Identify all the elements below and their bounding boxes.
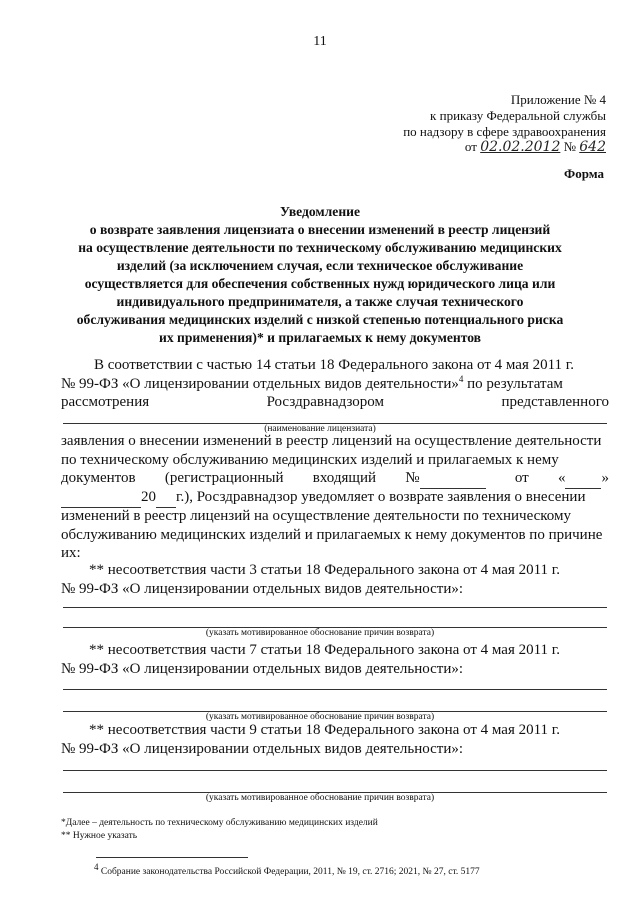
- word-documents: документов: [61, 470, 136, 486]
- close-quote: »: [601, 470, 609, 486]
- date-prefix: от: [464, 139, 477, 154]
- reason-2-line-1: ** несоответствия части 7 статьи 18 Федерального закона от 4 мая 2011 г.: [89, 642, 560, 658]
- title-line-7: обслуживания медицинских изделий с низкой степенью потенциального риска: [76, 312, 564, 327]
- notifies-text: г.), Росздравнадзор уведомляет о возврате заявления о внесении: [176, 489, 586, 505]
- title-line-5: осуществляется для обеспечения собственных нужд юридического лица или: [84, 276, 556, 291]
- body-p2-line-4: [61, 488, 609, 508]
- body-p1-line-1: В соответствии с частью 14 статьи 18 Федерального закона от 4 мая 2011 г.: [94, 357, 574, 373]
- appendix-line-3: по надзору в сфере здравоохранения: [403, 124, 606, 139]
- handwritten-date: 02.02.2012: [480, 139, 561, 155]
- reason-3-line-1: ** несоответствия части 9 статьи 18 Федерального закона от 4 мая 2011 г.: [89, 722, 560, 738]
- footnote: [94, 861, 480, 878]
- word-incoming: входящий: [312, 470, 376, 486]
- law-reference: № 99-ФЗ «О лицензировании отдельных видов деятельности»: [61, 376, 459, 392]
- reason-3-line-2: № 99-ФЗ «О лицензировании отдельных видов деятельности»:: [61, 741, 464, 757]
- footnote-ref: 4: [458, 374, 464, 384]
- body-p2-line-5: изменений в реестр лицензий на осуществление деятельности по техническому: [61, 508, 572, 524]
- word-review: рассмотрения: [61, 394, 150, 410]
- footnote-mark: 4: [94, 861, 99, 872]
- by-results-text: по результатам: [467, 376, 563, 392]
- body-p2-line-6: обслуживанию медицинских изделий и прилагаемых к нему документов по причине: [61, 527, 603, 543]
- number-prefix: №: [563, 139, 577, 154]
- reason-1-line-1: ** несоответствия части 3 статьи 18 Федерального закона от 4 мая 2011 г.: [89, 562, 560, 578]
- body-p1-line-2: [61, 375, 609, 394]
- licensee-caption: (наименование лицензиата): [264, 424, 376, 434]
- word-submitted: представленного: [501, 394, 609, 410]
- body-p2-line-1: заявления о внесении изменений в реестр лицензий на осуществление деятельности: [61, 433, 602, 449]
- body-p2-line-7: их:: [61, 545, 81, 561]
- appendix-line-2: к приказу Федеральной службы: [430, 108, 606, 123]
- reason-2-caption: (указать мотивированное обоснование причин возврата): [205, 712, 435, 722]
- footnote-text: Собрание законодательства Российской Федерации, 2011, № 19, ст. 2716; 2021, № 27, ст. 5177: [100, 867, 480, 877]
- reason-3-blank-line-1: [63, 770, 607, 771]
- word-from: от: [514, 470, 529, 486]
- open-quote: «: [557, 470, 566, 486]
- title-line-8: их применения)* и прилагаемых к нему документов: [158, 330, 481, 345]
- word-registration: (регистрационный: [164, 470, 284, 486]
- reason-1-caption: (указать мотивированное обоснование причин возврата): [205, 628, 435, 638]
- form-label: Форма: [564, 166, 604, 181]
- year-prefix: 20: [141, 489, 156, 505]
- page-number: 11: [313, 34, 327, 49]
- month-blank: [61, 488, 141, 508]
- reason-3-caption: (указать мотивированное обоснование причин возврата): [205, 793, 435, 803]
- appendix-date-line: [465, 139, 606, 156]
- reason-1-line-2: № 99-ФЗ «О лицензировании отдельных видов деятельности»:: [61, 581, 464, 597]
- note-asterisk: *Далее – деятельность по техническому обслуживанию медицинских изделий: [61, 818, 378, 828]
- reason-2-line-2: № 99-ФЗ «О лицензировании отдельных видов деятельности»:: [61, 661, 464, 677]
- day-field: [558, 469, 609, 489]
- body-p2-line-3: [61, 469, 609, 489]
- body-p2-line-2: по техническому обслуживанию медицинских изделий и прилагаемых к нему: [61, 452, 559, 468]
- word-roszdravnadzor: Росздравнадзором: [266, 394, 385, 410]
- year-blank: [156, 488, 176, 508]
- reason-2-blank-line-1: [63, 689, 607, 690]
- day-blank: [565, 469, 601, 489]
- body-p1-line-3: [61, 393, 609, 412]
- note-double-asterisk: ** Нужное указать: [61, 831, 138, 841]
- title-line-4: изделий (за исключением случая, если техническое обслуживание: [116, 258, 524, 273]
- title-line-1: Уведомление: [279, 204, 361, 219]
- footnote-separator: [96, 857, 248, 858]
- title-line-2: о возврате заявления лицензиата о внесении изменений в реестр лицензий: [89, 222, 551, 237]
- number-sign: №: [405, 470, 420, 486]
- title-line-3: на осуществление деятельности по техническому обслуживанию медицинских: [78, 240, 562, 255]
- reg-number-blank: [420, 469, 486, 489]
- reason-1-blank-line-1: [63, 607, 607, 608]
- handwritten-number: 642: [579, 139, 606, 155]
- appendix-line-1: Приложение № 4: [510, 92, 606, 107]
- title-line-6: индивидуального предпринимателя, а также случая технического: [116, 294, 524, 309]
- reg-number-field: [405, 469, 485, 489]
